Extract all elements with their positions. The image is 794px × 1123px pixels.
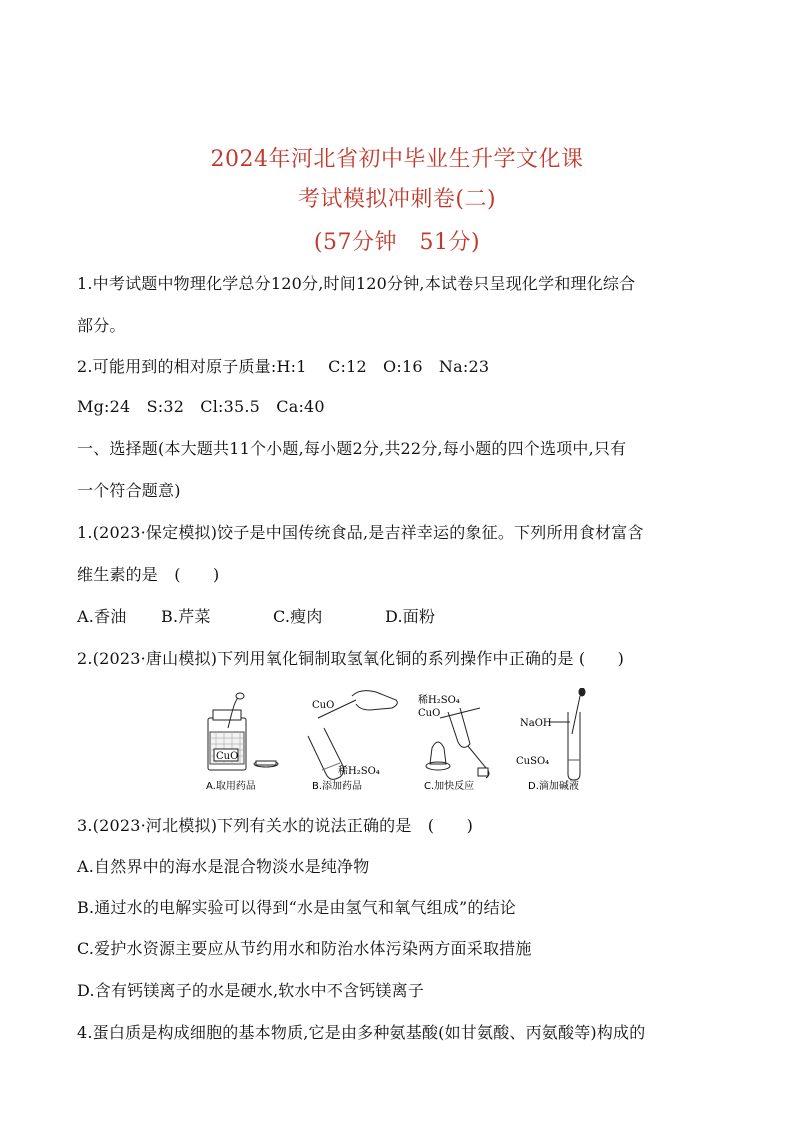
figure-c-cuo-label: CuO: [418, 708, 441, 719]
q3-option-a: A.自然界中的海水是混合物淡水是纯净物: [77, 857, 370, 876]
q3-stem: 3.(2023·河北模拟)下列有关水的说法正确的是 ( ): [77, 816, 474, 835]
q1-stem: 1.(2023·保定模拟)饺子是中国传统食品,是吉祥幸运的象征。下列所用食材富含: [77, 523, 644, 542]
note-2-cont: Mg:24 S:32 Cl:35.5 Ca:40: [77, 397, 325, 416]
q4-stem: 4.蛋白质是构成细胞的基本物质,它是由多种氨基酸(如甘氨酸、丙氨酸等)构成的: [77, 1023, 646, 1042]
note-2: 2.可能用到的相对原子质量:H:1 C:12 O:16 Na:23: [77, 357, 490, 376]
q3-option-c: C.爱护水资源主要应从节约用水和防治水体污染两方面采取措施: [77, 939, 532, 958]
exam-title-line2: 考试模拟冲刺卷(二): [297, 187, 497, 212]
figure-d-add-alkali: [550, 688, 585, 780]
figure-a-caption: A.取用药品: [206, 781, 256, 792]
figure-b-acid-label: 稀H₂SO₄: [338, 766, 380, 777]
q1-option-d: D.面粉: [385, 607, 436, 626]
exam-title-line1: 2024年河北省初中毕业生升学文化课: [210, 147, 584, 172]
q1-option-a: A.香油: [77, 607, 127, 626]
figure-d-caption: D.滴加碱液: [528, 781, 579, 792]
q3-option-b: B.通过水的电解实验可以得到“水是由氢气和氧气组成”的结论: [77, 898, 517, 917]
figure-b-cuo-label: CuO: [312, 700, 335, 711]
figure-b-caption: B.添加药品: [312, 781, 363, 792]
q1-option-b: B.芹菜: [161, 607, 211, 626]
q3-option-d: D.含有钙镁离子的水是硬水,软水中不含钙镁离子: [77, 981, 425, 1000]
section-heading: 一、选择题(本大题共11个小题,每小题2分,共22分,每小题的四个选项中,只有: [77, 439, 627, 458]
note-1-cont: 部分。: [77, 316, 126, 335]
q1-stem-cont: 维生素的是 ( ): [77, 565, 220, 584]
figure-c-acid-label: 稀H₂SO₄: [418, 695, 460, 706]
note-1: 1.中考试题中物理化学总分120分,时间120分钟,本试卷只呈现化学和理化综合: [77, 274, 636, 293]
figure-a-label: CuO: [216, 751, 239, 762]
section-heading-cont: 一个符合题意): [77, 481, 181, 500]
q2-stem: 2.(2023·唐山模拟)下列用氧化铜制取氢氧化铜的系列操作中正确的是 ( ): [77, 649, 625, 668]
figure-d-naoh-label: NaOH: [520, 718, 552, 729]
q1-option-c: C.瘦肉: [273, 607, 323, 626]
figure-c-caption: C.加快反应: [424, 781, 475, 792]
figure-d-cuso4-label: CuSO₄: [516, 756, 550, 767]
q2-figure: [200, 688, 600, 798]
q1-options: [77, 605, 722, 629]
exam-time-score: (57分钟 51分): [313, 230, 481, 255]
